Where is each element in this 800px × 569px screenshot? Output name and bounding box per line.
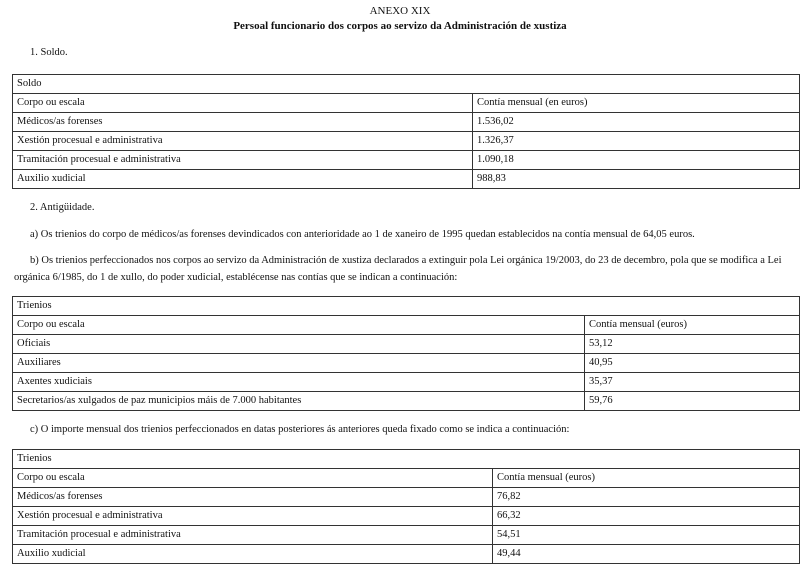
table-row: [13, 170, 800, 189]
table-cell: Oficiais: [13, 335, 585, 354]
table-cell: Tramitación procesual e administrativa: [13, 526, 493, 545]
table-cell: 40,95: [585, 354, 800, 373]
table-cell: 53,12: [585, 335, 800, 354]
table-caption-row: [13, 75, 800, 94]
table-row: [13, 151, 800, 170]
table-row: [13, 526, 800, 545]
table-caption-row: [13, 297, 800, 316]
table-cell: 59,76: [585, 392, 800, 411]
table-cell: Xestión procesual e administrativa: [13, 132, 473, 151]
table-cell: 988,83: [473, 170, 800, 189]
table-cell: Auxiliares: [13, 354, 585, 373]
table-header-row: [13, 94, 800, 113]
table-cell: 1.326,37: [473, 132, 800, 151]
table-cell: Médicos/as forenses: [13, 488, 493, 507]
table-cell: 54,51: [493, 526, 800, 545]
table-cell: Médicos/as forenses: [13, 113, 473, 132]
column-header: Corpo ou escala: [13, 469, 493, 488]
column-header: Contía mensual (euros): [493, 469, 800, 488]
table-caption: Trienios: [13, 297, 800, 316]
table-row: [13, 545, 800, 564]
table-header-row: [13, 316, 800, 335]
paragraph-a: a) Os trienios do corpo de médicos/as forenses devindicados con anterioridade ao 1 de xaneiro de 1995 quedan establecidos na contía mensual de 64,05 euros.: [30, 229, 695, 240]
trienios-table-c: [12, 449, 800, 564]
table-caption-row: [13, 450, 800, 469]
table-cell: Auxilio xudicial: [13, 545, 493, 564]
table-cell: Axentes xudiciais: [13, 373, 585, 392]
annex-subtitle: Persoal funcionario dos corpos ao servizo da Administración de xustiza: [233, 20, 567, 32]
table-row: [13, 354, 800, 373]
table-cell: Auxilio xudicial: [13, 170, 473, 189]
table-cell: 49,44: [493, 545, 800, 564]
table-cell: 1.090,18: [473, 151, 800, 170]
table-caption: Soldo: [13, 75, 800, 94]
table-row: [13, 132, 800, 151]
column-header: Corpo ou escala: [13, 316, 585, 335]
table-row: [13, 507, 800, 526]
table-cell: Secretarios/as xulgados de paz municipios máis de 7.000 habitantes: [13, 392, 585, 411]
table-cell: Tramitación procesual e administrativa: [13, 151, 473, 170]
column-header: Contía mensual (en euros): [473, 94, 800, 113]
paragraph-b: b) Os trienios perfeccionados nos corpos ao servizo da Administración de xustiza declarados a extinguir pola Lei orgánica 19/2003, do 23 de decembro, pola que se modifica a Lei orgánica 6/1985, do 1 de xullo, do poder xudicial, establécense nas contías que se indican a continuación:: [14, 255, 782, 283]
table-row: [13, 392, 800, 411]
table-cell: 35,37: [585, 373, 800, 392]
table-caption: Trienios: [13, 450, 800, 469]
table-cell: 66,32: [493, 507, 800, 526]
table-cell: 1.536,02: [473, 113, 800, 132]
table-cell: Xestión procesual e administrativa: [13, 507, 493, 526]
table-cell: 76,82: [493, 488, 800, 507]
column-header: Corpo ou escala: [13, 94, 473, 113]
trienios-table-b: [12, 296, 800, 411]
table-row: [13, 488, 800, 507]
paragraph-c: c) O importe mensual dos trienios perfeccionados en datas posteriores ás anteriores queda fixado como se indica a continuación:: [30, 424, 570, 435]
section-2-heading: 2. Antigüidade.: [30, 202, 95, 213]
table-header-row: [13, 469, 800, 488]
column-header: Contía mensual (euros): [585, 316, 800, 335]
section-1-heading: 1. Soldo.: [30, 47, 68, 58]
annex-title: ANEXO XIX: [369, 5, 431, 17]
table-row: [13, 373, 800, 392]
table-row: [13, 335, 800, 354]
table-row: [13, 113, 800, 132]
soldo-table: [12, 74, 800, 189]
